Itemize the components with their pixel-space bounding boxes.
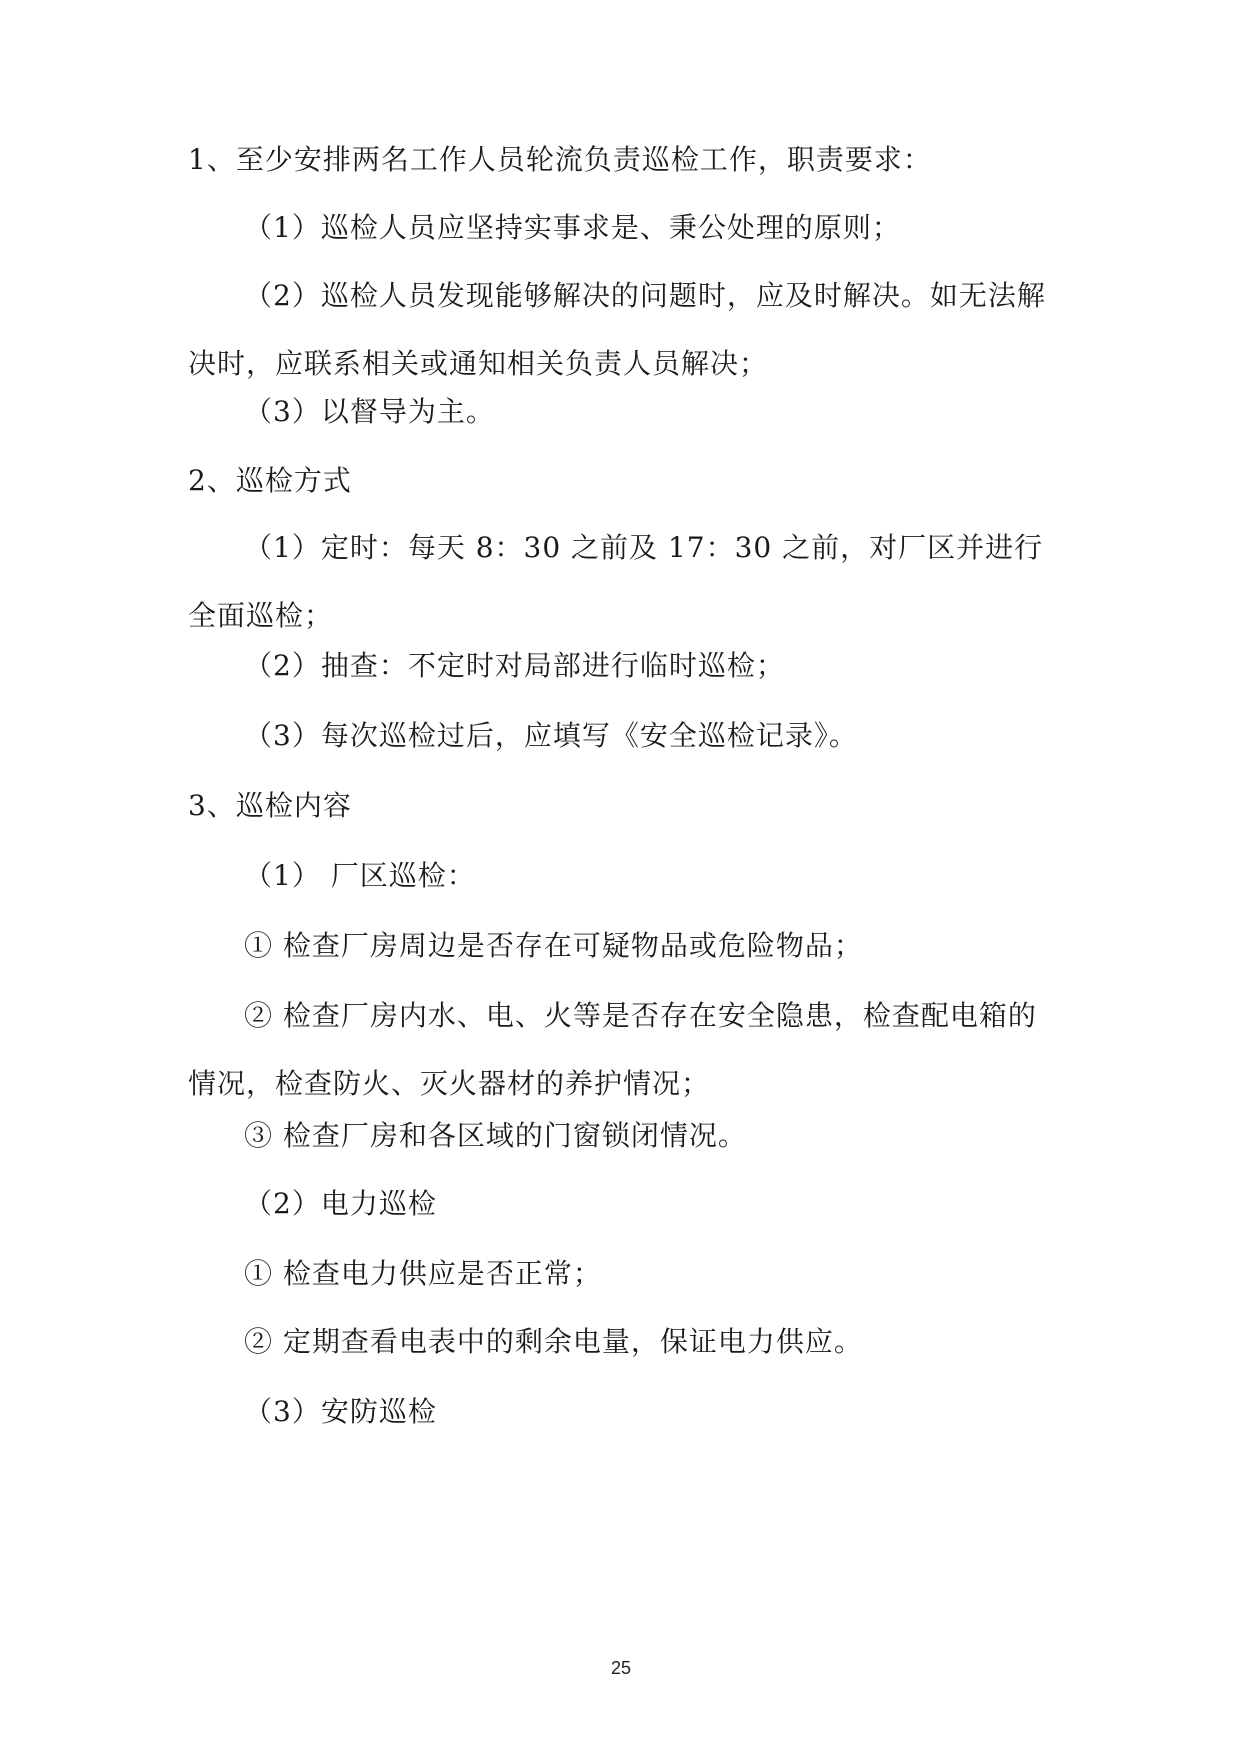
heading-plant-inspection: （1） 厂区巡检：	[244, 859, 476, 892]
paragraph-plant-2: ② 检查厂房内水、电、火等是否存在安全隐患，检查配电箱的情况，检查防火、灭火器材的养护情况；	[188, 999, 1037, 1100]
paragraph-plant-3: ③ 检查厂房和各区域的门窗锁闭情况。	[244, 1119, 747, 1152]
paragraph-power-2: ② 定期查看电表中的剩余电量，保证电力供应。	[244, 1325, 863, 1358]
heading-inspection-method: 2、巡检方式	[188, 464, 352, 497]
paragraph-plant-1: ① 检查厂房周边是否存在可疑物品或危险物品；	[244, 929, 863, 962]
heading-inspection-content: 3、巡检内容	[188, 789, 352, 822]
paragraph-method-1: （1）定时：每天 8：30 之前及 17：30 之前，对厂区并进行全面巡检；	[188, 531, 1044, 632]
paragraph-method-3: （3）每次巡检过后，应填写《安全巡检记录》。	[244, 719, 858, 752]
heading-power-inspection: （2）电力巡检	[244, 1187, 437, 1220]
paragraph-duty-3: （3）以督导为主。	[244, 395, 495, 428]
paragraph-duty-1: （1）巡检人员应坚持实事求是、秉公处理的原则；	[244, 211, 901, 244]
paragraph-duty-2: （2）巡检人员发现能够解决的问题时，应及时解决。如无法解决时，应联系相关或通知相关负责人员解决；	[188, 279, 1046, 380]
heading-security-inspection: （3）安防巡检	[244, 1395, 437, 1428]
paragraph-method-2: （2）抽查：不定时对局部进行临时巡检；	[244, 649, 785, 682]
page-number: 25	[610, 1658, 632, 1678]
paragraph-power-1: ① 检查电力供应是否正常；	[244, 1257, 602, 1290]
paragraph-duty-requirements: 1、至少安排两名工作人员轮流负责巡检工作，职责要求：	[188, 143, 932, 176]
